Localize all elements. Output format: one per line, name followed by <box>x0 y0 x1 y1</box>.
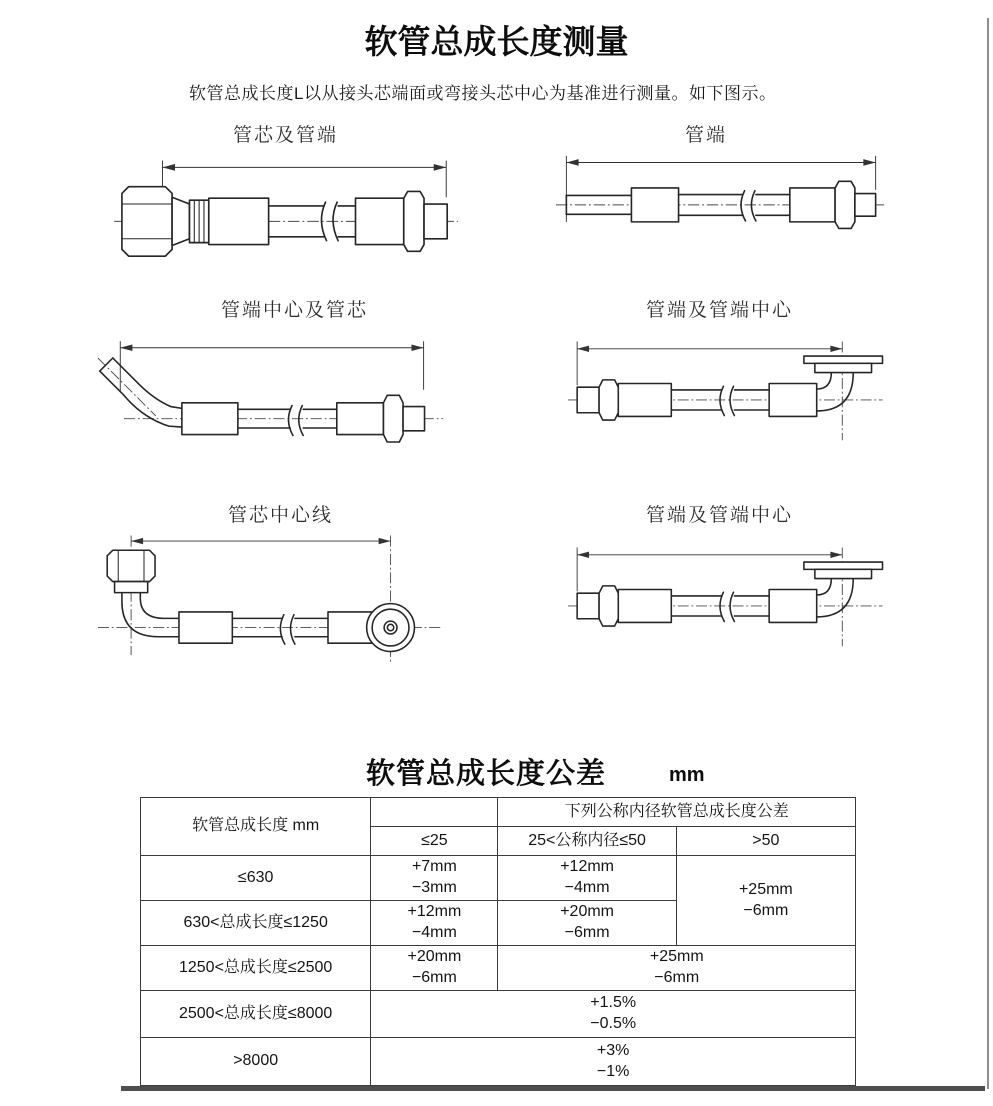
figure-label-end-and-end-center: 管端及管端中心 <box>646 300 794 321</box>
figure-block <box>568 540 888 650</box>
header-empty-cell <box>371 798 498 827</box>
tolerance-cell-merged: +25mm −6mm <box>676 856 855 946</box>
figure-block <box>568 334 888 444</box>
row-label: 2500<总成长度≤8000 <box>141 991 371 1038</box>
hose-diagram-end-and-end-center-2 <box>568 540 888 650</box>
dimension-lines <box>131 538 390 544</box>
left-fitting <box>577 586 671 626</box>
left-fitting <box>122 187 269 256</box>
figure-label-end-center-and-core: 管端中心及管芯 <box>221 300 369 321</box>
hose-body <box>238 406 337 436</box>
figure-label-core-and-end: 管芯及管端 <box>233 125 339 146</box>
tolerance-cell: +12mm −4mm <box>371 901 498 946</box>
right-fitting <box>355 191 447 251</box>
tolerance-cell: +7mm −3mm <box>371 856 498 901</box>
hose-diagram-core-centerline <box>98 528 443 671</box>
figure-block <box>98 528 443 671</box>
table-row <box>141 991 856 1038</box>
header-hose-length: 软管总成长度 mm <box>141 798 371 856</box>
tolerance-cell-merged: +1.5% −0.5% <box>371 991 856 1038</box>
table-title: 软管总成长度公差 <box>366 758 607 790</box>
hose-body <box>679 191 790 221</box>
figure-label-core-centerline: 管芯中心线 <box>228 505 334 526</box>
tolerance-table <box>140 797 856 1086</box>
right-fitting <box>337 395 425 442</box>
right-fitting <box>769 562 882 622</box>
table-row <box>141 946 856 991</box>
dimension-lines <box>120 341 423 391</box>
hose-diagram-tube-end <box>556 150 886 240</box>
tolerance-cell: +20mm −6mm <box>371 946 498 991</box>
hose-body <box>671 592 769 621</box>
right-fitting <box>790 181 876 228</box>
dimension-lines <box>577 547 842 591</box>
tolerance-cell-merged: +3% −1% <box>371 1038 856 1086</box>
page-bottom-rule <box>121 1086 985 1091</box>
page-edge-rule <box>987 18 989 1089</box>
figure-label-end-and-end-center-2: 管端及管端中心 <box>646 505 794 526</box>
right-fitting <box>328 604 414 652</box>
left-fitting <box>107 550 232 643</box>
header-group: 下列公称内径软管总成长度公差 <box>498 798 856 827</box>
table-row <box>141 1038 856 1086</box>
row-label: ≤630 <box>141 856 371 901</box>
tolerance-cell: +20mm −6mm <box>498 901 676 946</box>
figure-block <box>556 150 886 240</box>
right-fitting <box>769 356 882 416</box>
figure-block <box>96 330 446 456</box>
dimension-lines <box>577 341 842 385</box>
row-label: 1250<总成长度≤2500 <box>141 946 371 991</box>
hose-diagram-end-center-and-core <box>96 330 446 456</box>
figure-block <box>112 149 460 260</box>
hose-body <box>232 615 328 644</box>
header-dia-gt50: >50 <box>676 827 855 856</box>
hose-body <box>671 386 769 415</box>
figure-label-tube-end: 管端 <box>685 125 728 146</box>
table-unit: mm <box>669 764 705 786</box>
row-label: >8000 <box>141 1038 371 1086</box>
page-title: 软管总成长度测量 <box>364 23 629 60</box>
hose-diagram-end-and-end-center <box>568 334 888 444</box>
header-dia-25to50: 25<公称内径≤50 <box>498 827 676 856</box>
intro-text: 软管总成长度L以从接头芯端面或弯接头芯中心为基准进行测量。如下图示。 <box>189 84 777 103</box>
tolerance-cell-merged: +25mm −6mm <box>498 946 856 991</box>
header-dia-le25: ≤25 <box>371 827 498 856</box>
left-fitting <box>577 380 671 420</box>
row-label: 630<总成长度≤1250 <box>141 901 371 946</box>
hose-diagram-core-and-tube-end <box>112 149 460 260</box>
table-row <box>141 856 856 901</box>
tolerance-cell: +12mm −4mm <box>498 856 676 901</box>
